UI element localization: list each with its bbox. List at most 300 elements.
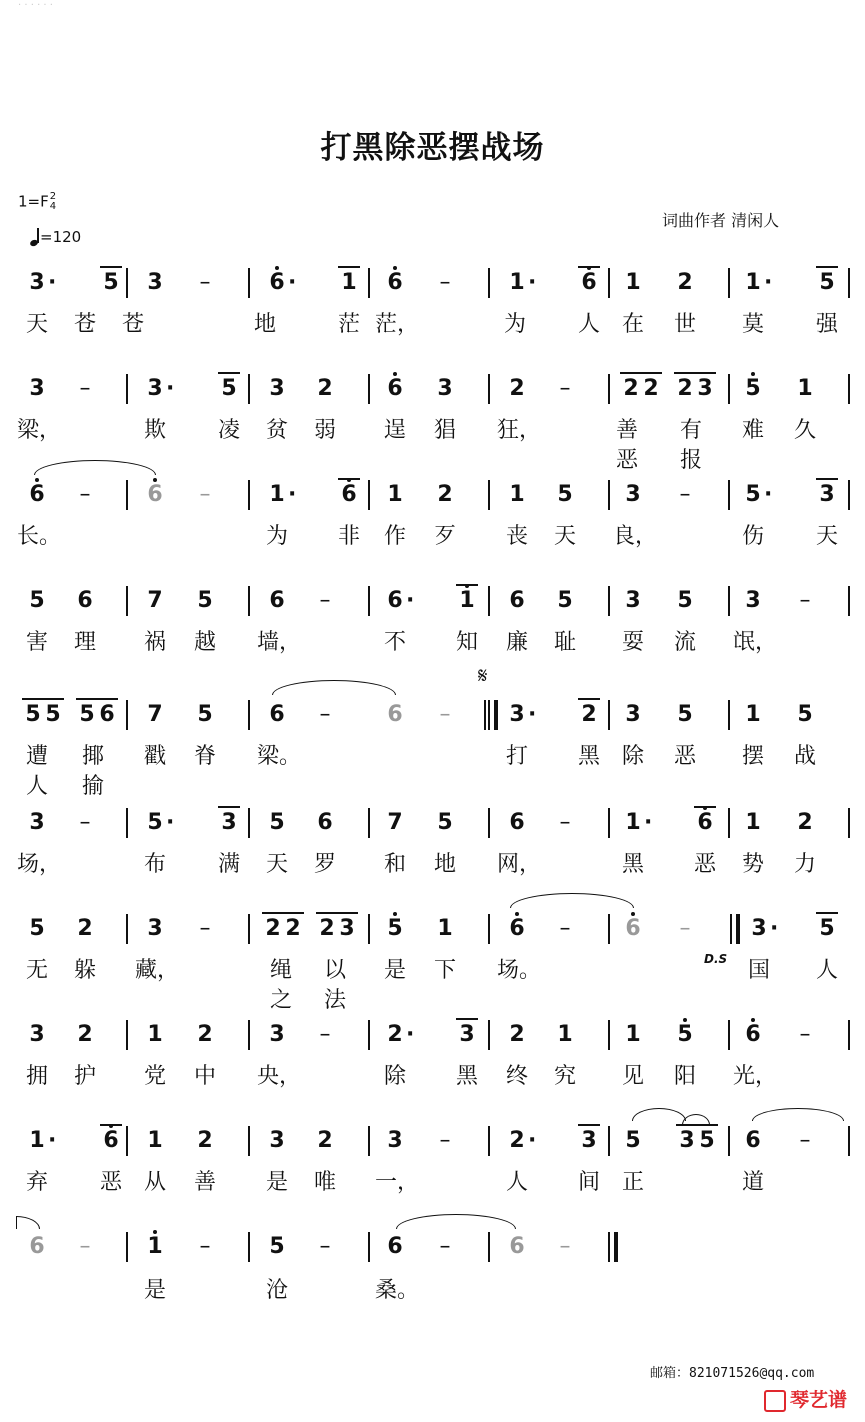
barline xyxy=(608,268,610,298)
lyric: 苍 xyxy=(73,312,96,337)
dotted-note-dot: · xyxy=(406,1022,415,1047)
rest-dash: – xyxy=(799,1128,811,1153)
lyric: 为 xyxy=(503,312,526,337)
rest-dash: – xyxy=(199,1234,211,1259)
barline xyxy=(126,1126,128,1156)
barline xyxy=(248,586,250,616)
note: 2 xyxy=(265,916,281,941)
lyric: 揶揄 xyxy=(81,744,104,799)
note: 2 xyxy=(623,376,639,401)
barline xyxy=(248,268,250,298)
dotted-note-dot: · xyxy=(288,482,297,507)
dotted-note-dot: · xyxy=(644,810,653,835)
note: 2 xyxy=(317,1128,333,1153)
barline xyxy=(248,374,250,404)
key-label: 1=F xyxy=(18,192,49,211)
low-octave-dot xyxy=(393,912,397,916)
barline xyxy=(728,1020,730,1050)
dotted-note-dot: · xyxy=(764,482,773,507)
lyric: 网， xyxy=(497,852,542,877)
tempo-label: =120 xyxy=(40,228,82,246)
lyric: 欺 xyxy=(143,418,166,443)
low-octave-dot xyxy=(631,912,635,916)
double-barline xyxy=(730,914,732,944)
underline-beam xyxy=(578,1124,600,1126)
dotted-note-dot: · xyxy=(48,1128,57,1153)
underline-beam xyxy=(816,912,838,914)
note: 5 xyxy=(745,376,761,401)
note: 2 xyxy=(197,1128,213,1153)
note: 5 xyxy=(625,1128,641,1153)
underline-beam xyxy=(816,478,838,480)
rest-dash: – xyxy=(439,702,451,727)
barline xyxy=(248,480,250,510)
barline xyxy=(848,1020,850,1050)
note: 3 xyxy=(625,482,641,507)
lyric: 遭人 xyxy=(25,744,48,799)
note: 5 xyxy=(25,702,41,727)
barline xyxy=(368,374,370,404)
rest-dash: – xyxy=(199,916,211,941)
barline xyxy=(608,1126,610,1156)
dotted-note-dot: · xyxy=(166,376,175,401)
double-barline xyxy=(494,700,498,730)
lyric: 猖 xyxy=(433,418,456,443)
note: 3 xyxy=(387,1128,403,1153)
underline-beam xyxy=(816,266,838,268)
lyric: 中 xyxy=(193,1064,216,1089)
note: 5 xyxy=(29,916,45,941)
lyric: 桑。 xyxy=(375,1278,420,1303)
lyric: 茫， xyxy=(375,312,420,337)
email-contact: 邮箱：821071526@qq.com xyxy=(650,1366,815,1381)
lyric: 流 xyxy=(673,630,696,655)
note: 5 xyxy=(437,810,453,835)
lyric: 越 xyxy=(193,630,216,655)
double-barline xyxy=(488,700,490,730)
lyric: 恶 xyxy=(673,744,696,769)
low-octave-dot xyxy=(587,266,591,270)
lyric: 黑 xyxy=(621,852,644,877)
note: 2 xyxy=(285,916,301,941)
note: 6 xyxy=(387,588,403,613)
barline xyxy=(488,268,490,298)
barline xyxy=(608,374,610,404)
note: 1 xyxy=(745,702,761,727)
barline xyxy=(488,1020,490,1050)
note: 2 xyxy=(509,1128,525,1153)
barline xyxy=(126,808,128,838)
note: 1 xyxy=(29,1128,45,1153)
segno-sign: 𝄋 xyxy=(478,664,488,689)
lyric: 见 xyxy=(621,1064,644,1089)
lyric: 地 xyxy=(433,852,456,877)
lyric: 战 xyxy=(793,744,816,769)
barline xyxy=(126,1020,128,1050)
tie-slur xyxy=(632,1108,686,1121)
lyric: 躲 xyxy=(73,958,96,983)
barline xyxy=(848,480,850,510)
note: 3 xyxy=(697,376,713,401)
note: 3 xyxy=(625,702,641,727)
note: 6 xyxy=(99,702,115,727)
barline xyxy=(368,914,370,944)
lyric: 久 xyxy=(793,418,816,443)
note: 7 xyxy=(147,702,163,727)
note: 5 xyxy=(45,702,61,727)
barline xyxy=(248,914,250,944)
note: 2 xyxy=(677,270,693,295)
lyric: 耍 xyxy=(621,630,644,655)
note: 3 xyxy=(221,810,237,835)
note: 1 xyxy=(745,810,761,835)
note: 5 xyxy=(819,916,835,941)
note: 3 xyxy=(581,1128,597,1153)
tie-slur xyxy=(272,680,396,695)
dotted-note-dot: · xyxy=(406,588,415,613)
note: 3 xyxy=(29,810,45,835)
lyric: 莫 xyxy=(741,312,764,337)
lyric: 戳 xyxy=(143,744,166,769)
lyric: 势 xyxy=(741,852,764,877)
lyric: 善恶 xyxy=(615,418,638,473)
top-edge-dots: · · · · · · xyxy=(18,0,53,11)
lyric: 人 xyxy=(815,958,838,983)
lyric: 终 xyxy=(505,1064,528,1089)
note: 5 xyxy=(221,376,237,401)
tie-slur xyxy=(510,893,634,908)
note: 5 xyxy=(269,1234,285,1259)
note: 3 xyxy=(509,702,525,727)
note: 1 xyxy=(625,1022,641,1047)
lyric: 党 xyxy=(143,1064,166,1089)
lyric: 护 xyxy=(73,1064,96,1089)
lyric: 恶 xyxy=(693,852,716,877)
note: 6 xyxy=(103,1128,119,1153)
lyric: 脊 xyxy=(193,744,216,769)
note: 6 xyxy=(29,482,45,507)
barline xyxy=(848,808,850,838)
lyric: 不 xyxy=(383,630,406,655)
note: 6 xyxy=(509,1234,525,1259)
rest-dash: – xyxy=(79,810,91,835)
dotted-note-dot: · xyxy=(764,270,773,295)
note: 5 xyxy=(147,810,163,835)
rest-dash: – xyxy=(799,588,811,613)
barline xyxy=(368,268,370,298)
underline-beam xyxy=(76,698,118,700)
note: 6 xyxy=(697,810,713,835)
barline xyxy=(126,700,128,730)
lyric: 正 xyxy=(621,1170,644,1195)
lyric: 和 xyxy=(383,852,406,877)
note: 5 xyxy=(677,1022,693,1047)
lyric: 央， xyxy=(257,1064,302,1089)
rest-dash: – xyxy=(439,270,451,295)
quarter-note-icon xyxy=(30,228,40,246)
rest-dash: – xyxy=(79,376,91,401)
rest-dash: – xyxy=(319,1022,331,1047)
rest-dash: – xyxy=(79,482,91,507)
barline xyxy=(608,1020,610,1050)
note: 3 xyxy=(269,1128,285,1153)
note: 5 xyxy=(197,588,213,613)
dotted-note-dot: · xyxy=(166,810,175,835)
note: 6 xyxy=(341,482,357,507)
note: 2 xyxy=(197,1022,213,1047)
barline xyxy=(488,374,490,404)
barline xyxy=(488,1126,490,1156)
underline-beam xyxy=(22,698,64,700)
barline xyxy=(126,1232,128,1262)
note: 5 xyxy=(387,916,403,941)
note: 6 xyxy=(581,270,597,295)
note: 5 xyxy=(197,702,213,727)
note: 3 xyxy=(339,916,355,941)
lyric: 氓， xyxy=(733,630,778,655)
rest-dash: – xyxy=(559,376,571,401)
note: 6 xyxy=(317,810,333,835)
underline-beam xyxy=(262,912,304,914)
barline xyxy=(728,374,730,404)
lyric: 茫 xyxy=(337,312,360,337)
note: 1 xyxy=(509,270,525,295)
underline-beam xyxy=(674,372,716,374)
dotted-note-dot: · xyxy=(770,916,779,941)
barline xyxy=(368,808,370,838)
lyric: 阳 xyxy=(673,1064,696,1089)
barline xyxy=(728,808,730,838)
barline xyxy=(608,700,610,730)
underline-beam xyxy=(620,372,662,374)
note: 3 xyxy=(147,270,163,295)
note: 5 xyxy=(79,702,95,727)
barline xyxy=(368,586,370,616)
lyric: 非 xyxy=(337,524,360,549)
dotted-note-dot: · xyxy=(528,1128,537,1153)
low-octave-dot xyxy=(751,1018,755,1022)
note: 6 xyxy=(269,588,285,613)
note: 1 xyxy=(387,482,403,507)
barline xyxy=(488,914,490,944)
note: 5 xyxy=(29,588,45,613)
note: 2 xyxy=(77,1022,93,1047)
barline xyxy=(126,374,128,404)
rest-dash: – xyxy=(199,270,211,295)
note: 1 xyxy=(797,376,813,401)
note: 3 xyxy=(29,270,45,295)
barline xyxy=(248,1232,250,1262)
lyric: 场。 xyxy=(497,958,542,983)
barline xyxy=(368,1232,370,1262)
lyric: 弱 xyxy=(313,418,336,443)
note: 2 xyxy=(509,376,525,401)
lyric: 作 xyxy=(383,524,406,549)
lyric: 苍 xyxy=(121,312,144,337)
note: 3 xyxy=(745,588,761,613)
barline xyxy=(126,914,128,944)
rest-dash: – xyxy=(559,916,571,941)
tie-slur xyxy=(16,1216,40,1229)
note: 6 xyxy=(269,270,285,295)
note: 2 xyxy=(581,702,597,727)
barline xyxy=(728,268,730,298)
lyric: 强 xyxy=(815,312,838,337)
lyric: 绳之 xyxy=(269,958,292,1013)
underline-beam xyxy=(578,698,600,700)
low-octave-dot xyxy=(347,478,351,482)
lyric: 力 xyxy=(793,852,816,877)
lyric: 歹 xyxy=(433,524,456,549)
lyric: 梁， xyxy=(17,418,62,443)
note: 2 xyxy=(677,376,693,401)
rest-dash: – xyxy=(199,482,211,507)
note: 6 xyxy=(77,588,93,613)
barline xyxy=(848,268,850,298)
lyric: 廉 xyxy=(505,630,528,655)
lyric: 下 xyxy=(433,958,456,983)
barline xyxy=(608,586,610,616)
note: 3 xyxy=(459,1022,475,1047)
lyric: 以法 xyxy=(323,958,346,1013)
double-barline xyxy=(608,1232,610,1262)
tie-slur xyxy=(34,460,156,475)
note: 5 xyxy=(557,588,573,613)
lyric: 唯 xyxy=(313,1170,336,1195)
lyric: 藏， xyxy=(135,958,180,983)
note: 6 xyxy=(745,1022,761,1047)
note: 6 xyxy=(29,1234,45,1259)
note: 3 xyxy=(269,376,285,401)
note: 5 xyxy=(557,482,573,507)
lyric: 世 xyxy=(673,312,696,337)
low-octave-dot xyxy=(515,912,519,916)
barline xyxy=(368,480,370,510)
rest-dash: – xyxy=(559,1234,571,1259)
rest-dash: – xyxy=(439,1234,451,1259)
lyric: 间 xyxy=(577,1170,600,1195)
low-octave-dot xyxy=(703,806,707,810)
note: 1 xyxy=(269,482,285,507)
high-octave-dot xyxy=(465,584,469,588)
lyric: 光， xyxy=(733,1064,778,1089)
lyric: 一， xyxy=(375,1170,420,1195)
barline xyxy=(368,1126,370,1156)
note: 5 xyxy=(677,588,693,613)
lyric: 伤 xyxy=(741,524,764,549)
lyric: 人 xyxy=(577,312,600,337)
lyric: 人 xyxy=(505,1170,528,1195)
note: 1 xyxy=(147,1022,163,1047)
lyric: 黑 xyxy=(455,1064,478,1089)
key-signature xyxy=(18,192,56,212)
note: 6 xyxy=(509,916,525,941)
high-octave-dot xyxy=(153,1230,157,1234)
note: 3 xyxy=(437,376,453,401)
note: 6 xyxy=(387,376,403,401)
lyric: 知 xyxy=(455,630,478,655)
note: 5 xyxy=(797,702,813,727)
note: 6 xyxy=(269,702,285,727)
ds-marking: D.S xyxy=(704,952,728,966)
lyric: 黑 xyxy=(577,744,600,769)
dotted-note-dot: · xyxy=(48,270,57,295)
note: 6 xyxy=(387,702,403,727)
lyric: 打 xyxy=(505,744,528,769)
barline xyxy=(488,1232,490,1262)
barline xyxy=(126,268,128,298)
lyric: 拥 xyxy=(25,1064,48,1089)
underline-beam xyxy=(218,372,240,374)
lyric: 无 xyxy=(25,958,48,983)
lyric: 沧 xyxy=(265,1278,288,1303)
lyric: 丧 xyxy=(505,524,528,549)
note: 2 xyxy=(797,810,813,835)
rest-dash: – xyxy=(799,1022,811,1047)
note: 2 xyxy=(643,376,659,401)
underline-beam xyxy=(316,912,358,914)
lyric: 道 xyxy=(741,1170,764,1195)
low-octave-dot xyxy=(153,478,157,482)
note: 3 xyxy=(679,1128,695,1153)
lyric: 墙， xyxy=(257,630,302,655)
note: 1 xyxy=(341,270,357,295)
rest-dash: – xyxy=(79,1234,91,1259)
note: 5 xyxy=(745,482,761,507)
lyric: 贫 xyxy=(265,418,288,443)
note: 6 xyxy=(745,1128,761,1153)
lyric: 是 xyxy=(383,958,406,983)
composer-credit: 词曲作者 清闲人 xyxy=(662,211,780,230)
low-octave-dot xyxy=(683,1018,687,1022)
note: 7 xyxy=(147,588,163,613)
lyric: 耻 xyxy=(553,630,576,655)
note: 3 xyxy=(147,376,163,401)
barline xyxy=(488,808,490,838)
dotted-note-dot: · xyxy=(528,702,537,727)
barline xyxy=(848,586,850,616)
note: 2 xyxy=(437,482,453,507)
lyric: 狂， xyxy=(497,418,542,443)
lyric: 逞 xyxy=(383,418,406,443)
lyric: 祸 xyxy=(143,630,166,655)
barline xyxy=(248,808,250,838)
note: 1 xyxy=(147,1128,163,1153)
note: 3 xyxy=(269,1022,285,1047)
tie-slur xyxy=(396,1214,516,1229)
lyric: 难 xyxy=(741,418,764,443)
note: 3 xyxy=(751,916,767,941)
lyric: 善 xyxy=(193,1170,216,1195)
barline xyxy=(848,374,850,404)
barline xyxy=(484,700,486,730)
lyric: 摆 xyxy=(741,744,764,769)
low-octave-dot xyxy=(393,266,397,270)
tie-slur xyxy=(752,1108,844,1121)
lyric: 满 xyxy=(217,852,240,877)
lyric: 长。 xyxy=(17,524,62,549)
lyric: 梁。 xyxy=(257,744,302,769)
note: 1 xyxy=(625,810,641,835)
note: 3 xyxy=(147,916,163,941)
underline-beam xyxy=(100,266,122,268)
note: 1 xyxy=(557,1022,573,1047)
note: 1 xyxy=(437,916,453,941)
tie-slur xyxy=(682,1114,710,1125)
underline-beam xyxy=(456,1018,478,1020)
barline xyxy=(488,586,490,616)
lyric: 良， xyxy=(613,524,658,549)
